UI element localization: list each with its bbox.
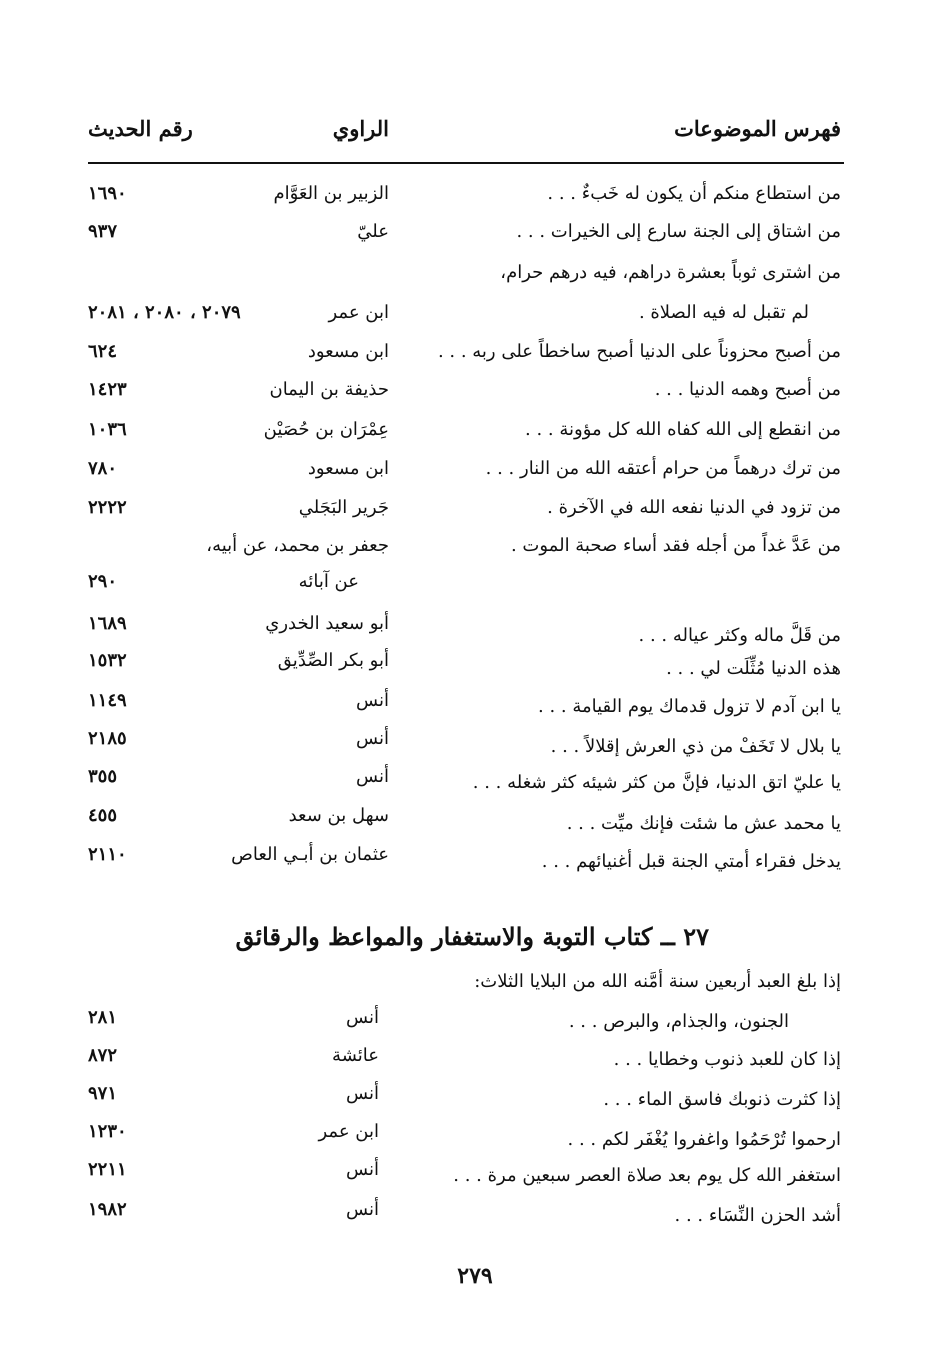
- hadith-number: ٢٩٠: [88, 571, 118, 592]
- index-row: [0, 564, 949, 600]
- narrator-text: عليّ: [357, 221, 389, 242]
- index-row: [0, 451, 949, 487]
- hadith-number: ٨٧٢: [88, 1045, 118, 1066]
- index-row: [0, 683, 949, 719]
- index-row: [0, 837, 949, 873]
- header-narrator: الراوي: [332, 116, 389, 141]
- narrator-text: أنس: [346, 1159, 379, 1180]
- topic-text: يا محمد عش ما شئت فإنك ميِّت . . .: [566, 813, 841, 834]
- narrator-text: ابن عمر: [318, 1121, 379, 1142]
- hadith-number: ٢١١٠: [88, 844, 127, 865]
- narrator-text: ابن مسعود: [307, 341, 389, 362]
- narrator-text: سهل بن سعد: [288, 805, 389, 826]
- index-row: [0, 1114, 949, 1150]
- page-number: ٢٧٩: [457, 1263, 493, 1289]
- narrator-text: جَرير البَجَلي: [298, 497, 389, 518]
- hadith-number: ٤٥٥: [88, 805, 118, 826]
- header-hadith-number: رقم الحديث: [88, 116, 193, 141]
- topic-text: لم تقبل له فيه الصلاة .: [638, 302, 809, 323]
- index-row: [0, 1000, 949, 1036]
- index-row: [0, 721, 949, 757]
- topic-text: يا بلال لا تَخَفْ من ذي العرش إقلالاً . . .: [550, 736, 841, 757]
- narrator-text: ابن عمر: [328, 302, 389, 323]
- topic-text: أشد الحزن النِّسَاء . . .: [674, 1205, 841, 1226]
- index-row: [0, 255, 949, 291]
- hadith-number: ٢٨١: [88, 1007, 118, 1028]
- index-row: [0, 1192, 949, 1228]
- hadith-number: ٢٢١١: [88, 1159, 127, 1180]
- index-row: [0, 643, 949, 679]
- narrator-text: أبو بكر الصِّدِّيق: [277, 650, 389, 671]
- topic-text: الجنون، والجذام، والبرص . . .: [568, 1011, 789, 1032]
- index-row: [0, 412, 949, 448]
- index-row: [0, 176, 949, 212]
- narrator-text: ابن مسعود: [307, 458, 389, 479]
- index-row: [0, 334, 949, 370]
- hadith-number: ١٩٨٢: [88, 1199, 127, 1220]
- topic-text: يا عليّ اتق الدنيا، فإنَّ من كثر شيئه كثر شغله . . .: [472, 772, 841, 793]
- narrator-text: الزبير بن العَوَّام: [273, 183, 389, 204]
- hadith-number: ٢١٨٥: [88, 728, 127, 749]
- hadith-number: ٧٨٠: [88, 458, 118, 479]
- narrator-text: أنس: [346, 1083, 379, 1104]
- hadith-number: ٣٥٥: [88, 766, 118, 787]
- topic-text: من استطاع منكم أن يكون له خَبءٌ . . .: [547, 183, 841, 204]
- topic-text: يدخل فقراء أمتي الجنة قبل أغنيائهم . . .: [541, 851, 841, 872]
- hadith-number: ١٦٨٩: [88, 613, 127, 634]
- topic-text: من انقطع إلى الله كفاه الله كل مؤونة . . .: [525, 419, 841, 440]
- hadith-number: ١٦٩٠: [88, 183, 127, 204]
- narrator-text: عثمان بن أبـي العاص: [231, 844, 389, 865]
- index-row: [0, 1076, 949, 1112]
- narrator-text: أنس: [346, 1007, 379, 1028]
- header-topics: فهرس الموضوعات: [674, 116, 841, 141]
- section-title: ٢٧ ــ كتاب التوبة والاستغفار والمواعظ والرقائق: [235, 922, 709, 951]
- index-row: [0, 798, 949, 834]
- hadith-number: ٢٠٧٩ ، ٢٠٨٠ ، ٢٠٨١: [88, 302, 241, 323]
- narrator-text: أنس: [346, 1199, 379, 1220]
- topic-text: إذا بلغ العبد أربعين سنة أمَّنه الله من البلايا الثلاث:: [474, 971, 841, 992]
- narrator-text: أنس: [356, 766, 389, 787]
- hadith-number: ١١٤٩: [88, 690, 127, 711]
- index-row: [0, 759, 949, 795]
- index-row: [0, 1038, 949, 1074]
- topic-text: هذه الدنيا مُثِّلَت لي . . .: [666, 658, 841, 679]
- index-row: [0, 214, 949, 250]
- topic-text: من اشتاق إلى الجنة سارع إلى الخيرات . . .: [516, 221, 841, 242]
- index-row: [0, 528, 949, 564]
- topic-text: من قَلَّ ماله وكثر عياله . . .: [638, 625, 841, 646]
- narrator-text: جعفر بن محمد، عن أبيه،: [206, 535, 389, 556]
- narrator-text: أنس: [356, 728, 389, 749]
- narrator-text: عن آبائه: [298, 571, 359, 592]
- hadith-number: ٦٢٤: [88, 341, 118, 362]
- topic-text: من اشترى ثوباً بعشرة دراهم، فيه درهم حرام،: [500, 262, 841, 283]
- topic-text: من أصبح وهمه الدنيا . . .: [654, 379, 841, 400]
- topic-text: يا ابن آدم لا تزول قدماك يوم القيامة . . .: [538, 696, 841, 717]
- narrator-text: عائشة: [332, 1045, 379, 1066]
- hadith-number: ١٢٣٠: [88, 1121, 127, 1142]
- topic-text: استغفر الله كل يوم بعد صلاة العصر سبعين مرة . . .: [453, 1165, 841, 1186]
- index-row: [0, 606, 949, 646]
- hadith-number: ١٥٣٢: [88, 650, 127, 671]
- index-row: [0, 1152, 949, 1188]
- topic-text: من تزود في الدنيا نفعه الله في الآخرة .: [547, 497, 841, 518]
- hadith-number: ٩٧١: [88, 1083, 118, 1104]
- narrator-text: عِمْرَان بن حُصَيْن: [263, 419, 389, 440]
- topic-text: ارحموا تُرْحَمُوا واغفروا يُغْفَر لكم . . .: [567, 1129, 841, 1150]
- topic-text: إذا كان للعبد ذنوب وخطايا . . .: [613, 1049, 841, 1070]
- narrator-text: حذيفة بن اليمان: [269, 379, 389, 400]
- index-row: [0, 964, 949, 1000]
- narrator-text: أنس: [356, 690, 389, 711]
- index-row: [0, 295, 949, 331]
- hadith-number: ٢٢٢٢: [88, 497, 127, 518]
- narrator-text: أبو سعيد الخدري: [265, 613, 389, 634]
- topic-text: من ترك درهماً من حرام أعتقه الله من النار . . .: [485, 458, 841, 479]
- topic-text: من أصبح محزوناً على الدنيا أصبح ساخطاً على ربه . . .: [437, 341, 841, 362]
- header-rule: [88, 162, 844, 164]
- topic-text: إذا كثرت ذنوبك فاسق الماء . . .: [603, 1089, 841, 1110]
- topic-text: من عَدَّ غداً من أجله فقد أساء صحبة الموت .: [510, 535, 841, 556]
- index-row: [0, 372, 949, 408]
- index-row: [0, 490, 949, 526]
- hadith-number: ٩٣٧: [88, 221, 118, 242]
- hadith-number: ١٠٣٦: [88, 419, 127, 440]
- hadith-number: ١٤٢٣: [88, 379, 127, 400]
